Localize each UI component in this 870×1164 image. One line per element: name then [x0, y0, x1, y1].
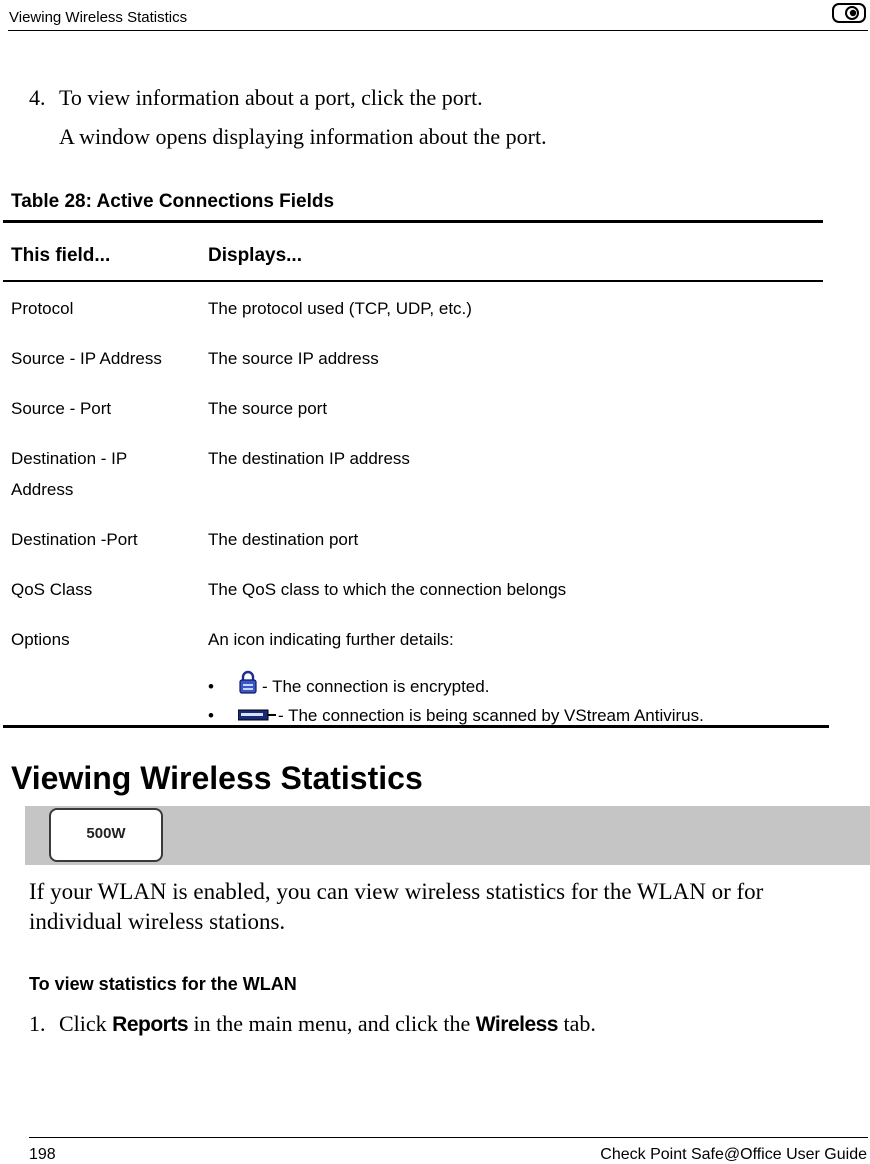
table-top-rule: [3, 220, 823, 223]
displays-cell: The source IP address: [208, 349, 379, 368]
step-text-middle: in the main menu, and click the: [188, 1011, 476, 1036]
guide-title: Check Point Safe@Office User Guide: [600, 1146, 867, 1163]
step-text-after: tab.: [558, 1011, 596, 1036]
displays-cell: The source port: [208, 399, 328, 418]
running-header-title: Viewing Wireless Statistics: [9, 9, 188, 26]
bullet-dot: •: [208, 706, 214, 725]
camera-icon: [832, 3, 866, 23]
field-cell: QoS Class: [11, 580, 93, 599]
column-header-displays: Displays...: [208, 245, 302, 266]
section-title: Viewing Wireless Statistics: [11, 760, 423, 796]
step-text: To view information about a port, click the port.: [59, 85, 483, 110]
table-caption: Table 28: Active Connections Fields: [11, 191, 335, 212]
displays-cell: The protocol used (TCP, UDP, etc.): [208, 299, 472, 318]
table-header-rule: [3, 280, 823, 282]
procedure-heading: To view statistics for the WLAN: [29, 974, 297, 994]
step-text: [59, 1011, 596, 1037]
displays-cell: An icon indicating further details:: [208, 630, 454, 649]
displays-cell: The destination port: [208, 530, 359, 549]
step-number: 4.: [29, 85, 46, 110]
field-cell: Protocol: [11, 299, 74, 318]
model-band: [25, 806, 870, 865]
field-cell: Destination - IP Address: [11, 449, 127, 499]
field-cell: Destination -Port: [11, 530, 138, 549]
lock-icon: [238, 670, 258, 694]
field-cell: Options: [11, 630, 70, 649]
field-cell: Source - Port: [11, 399, 112, 418]
page-number: 198: [29, 1146, 56, 1163]
model-badge: [49, 808, 163, 862]
displays-cell: The QoS class to which the connection belongs: [208, 580, 567, 599]
displays-cell: The destination IP address: [208, 449, 410, 468]
step-text-before: Click: [59, 1011, 113, 1036]
section-paragraph: If your WLAN is enabled, you can view wireless statistics for the WLAN or for individual wireless stations.: [29, 879, 764, 934]
model-badge-label: 500W: [86, 825, 126, 842]
bullet-text: - The connection is being scanned by VStream Antivirus.: [278, 706, 704, 725]
bullet-text: - The connection is encrypted.: [262, 677, 490, 696]
footer-divider: [29, 1137, 868, 1138]
bullet-dot: •: [208, 677, 214, 696]
step-number: 1.: [29, 1011, 46, 1036]
field-cell: Source - IP Address: [11, 349, 162, 368]
column-header-field: This field...: [11, 245, 111, 266]
step-result-text: A window opens displaying information about the port.: [59, 124, 547, 149]
reports-command: Reports: [112, 1013, 189, 1036]
scanner-cable-icon: [238, 709, 278, 721]
wireless-command: Wireless: [475, 1013, 558, 1036]
header-divider: [8, 30, 868, 31]
table-bottom-rule: [3, 725, 829, 728]
